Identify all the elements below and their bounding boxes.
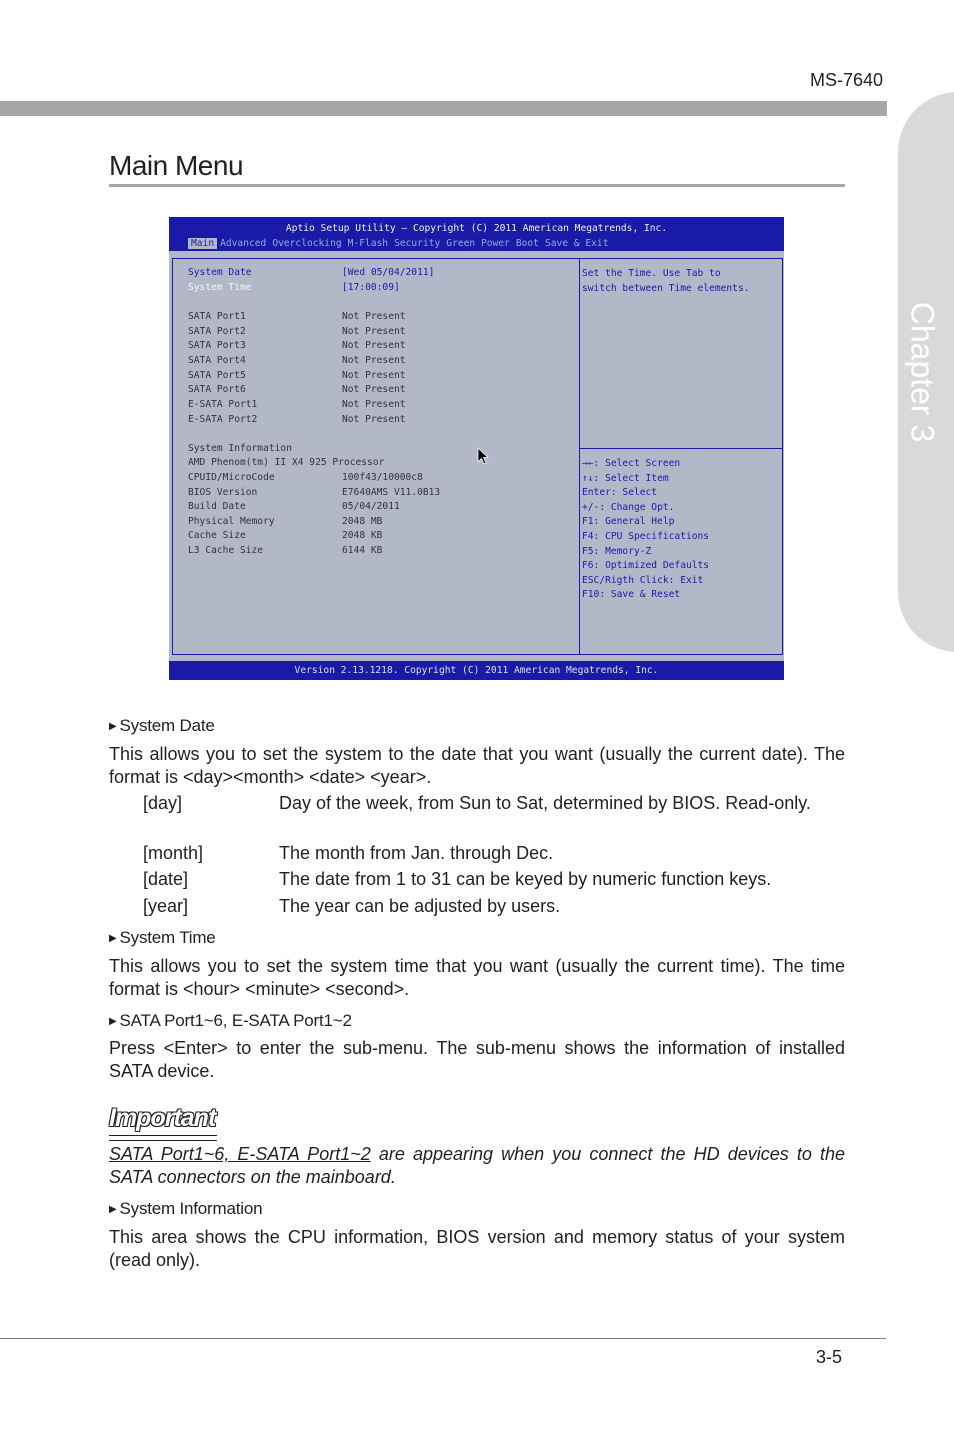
bios-key-item: F6: Optimized Defaults (582, 560, 710, 572)
title-rule (109, 184, 845, 187)
bios-menu (188, 238, 612, 249)
bios-menu-save-exit: Save & Exit (544, 238, 609, 249)
bios-help-text: Set the Time. Use Tab to switch between Time elements. (582, 268, 750, 294)
page-number: 3-5 (816, 1347, 843, 1367)
section-heading-system-info: ▶ System Information (109, 1199, 263, 1218)
bios-menu-boot: Boot (515, 238, 539, 249)
triangle-bullet-icon: ▶ (109, 1204, 117, 1215)
bios-title: Aptio Setup Utility – Copyright (C) 2011 American Megatrends, Inc. (285, 223, 668, 234)
page-title: Main Menu (109, 150, 244, 181)
section-heading-system-date: ▶ System Date (109, 716, 215, 735)
section-heading-system-time: ▶ System Time (109, 928, 216, 947)
bios-key-item: F10: Save & Reset (582, 589, 681, 601)
bios-key-item: F5: Memory-Z (582, 545, 652, 557)
footer-rule (0, 1338, 886, 1339)
bios-key-item: Enter: Select (582, 487, 658, 499)
bios-key-item: →←: Select Screen (582, 458, 681, 469)
bios-key-item: ESC/Rigth Click: Exit (582, 574, 704, 586)
important-label: Important (109, 1104, 216, 1132)
system-info-text: This area shows the CPU information, BIOS version and memory status of your system (read only). (109, 1227, 845, 1270)
bios-key-list (582, 457, 709, 603)
bios-footer: Version 2.13.1218. Copyright (C) 2011 American Megatrends, Inc. (169, 661, 784, 680)
bios-menu-security: Security (394, 238, 441, 249)
bios-help-divider (580, 448, 782, 449)
model-label: MS-7640 (809, 70, 883, 90)
header-bar (0, 101, 887, 116)
important-note (109, 1143, 845, 1189)
important-text: are appearing when you connect the HD devices to the SATA connectors on the mainboard. (109, 1144, 845, 1187)
bios-menu-advanced: Advanced (220, 238, 267, 249)
bios-screenshot (169, 217, 784, 680)
mouse-cursor-icon (477, 447, 489, 465)
section-heading-sata: ▶ SATA Port1~6, E-SATA Port1~2 (109, 1011, 352, 1030)
system-time-text: This allows you to set the system time that you want (usually the current time). The time format is <hour> <minute> <second>. (109, 956, 845, 999)
bios-key-item: ↑↓: Select Item (582, 472, 669, 484)
bios-menu-main: Main (188, 238, 217, 249)
important-lead: SATA Port1~6, E-SATA Port1~2 (109, 1144, 371, 1164)
bios-menu-mflash: M-Flash (347, 238, 389, 249)
triangle-bullet-icon: ▶ (109, 933, 117, 944)
bios-header (169, 217, 784, 251)
sata-text: Press <Enter> to enter the sub-menu. The sub-menu shows the information of installed SATA device. (109, 1038, 845, 1081)
bios-key-item: F1: General Help (582, 516, 675, 528)
bios-key-item: +/-: Change Opt. (582, 501, 675, 513)
triangle-bullet-icon: ▶ (109, 1016, 117, 1027)
important-underline (109, 1135, 217, 1141)
bios-menu-overclocking: Overclocking (272, 238, 342, 249)
bios-menu-green-power: Green Power (446, 238, 510, 249)
triangle-bullet-icon: ▶ (109, 721, 117, 732)
bios-right-panel (579, 258, 783, 655)
system-date-text: This allows you to set the system to the date that you want (usually the current date). The format is <day><month> <date> <year>. (109, 744, 845, 787)
bios-key-item: F4: CPU Specifications (582, 530, 710, 542)
bios-left-panel: System Date [Wed 05/04/2011] System Time [17:00:09] SATA Port1 Not Present SATA Port2 Not Present SATA Port3 Not Present SATA Port4 Not Present SATA Port5 Not Present SATA Port6 Not Present E-SATA Port1 Not Present E-SATA Port2 Not Present System Information AMD Phenom(tm) II X4 925 Processor CPUID/MicroCode 100f43/10000c8 BIOS Version E7640AMS V11.0B13 Build Date 05/04/2011 Physical Memory 2048 MB Cache Size 2048 KB L3 Cache Size 6144 KB (172, 258, 580, 655)
chapter-tab-label: Chapter 3 (904, 301, 941, 443)
